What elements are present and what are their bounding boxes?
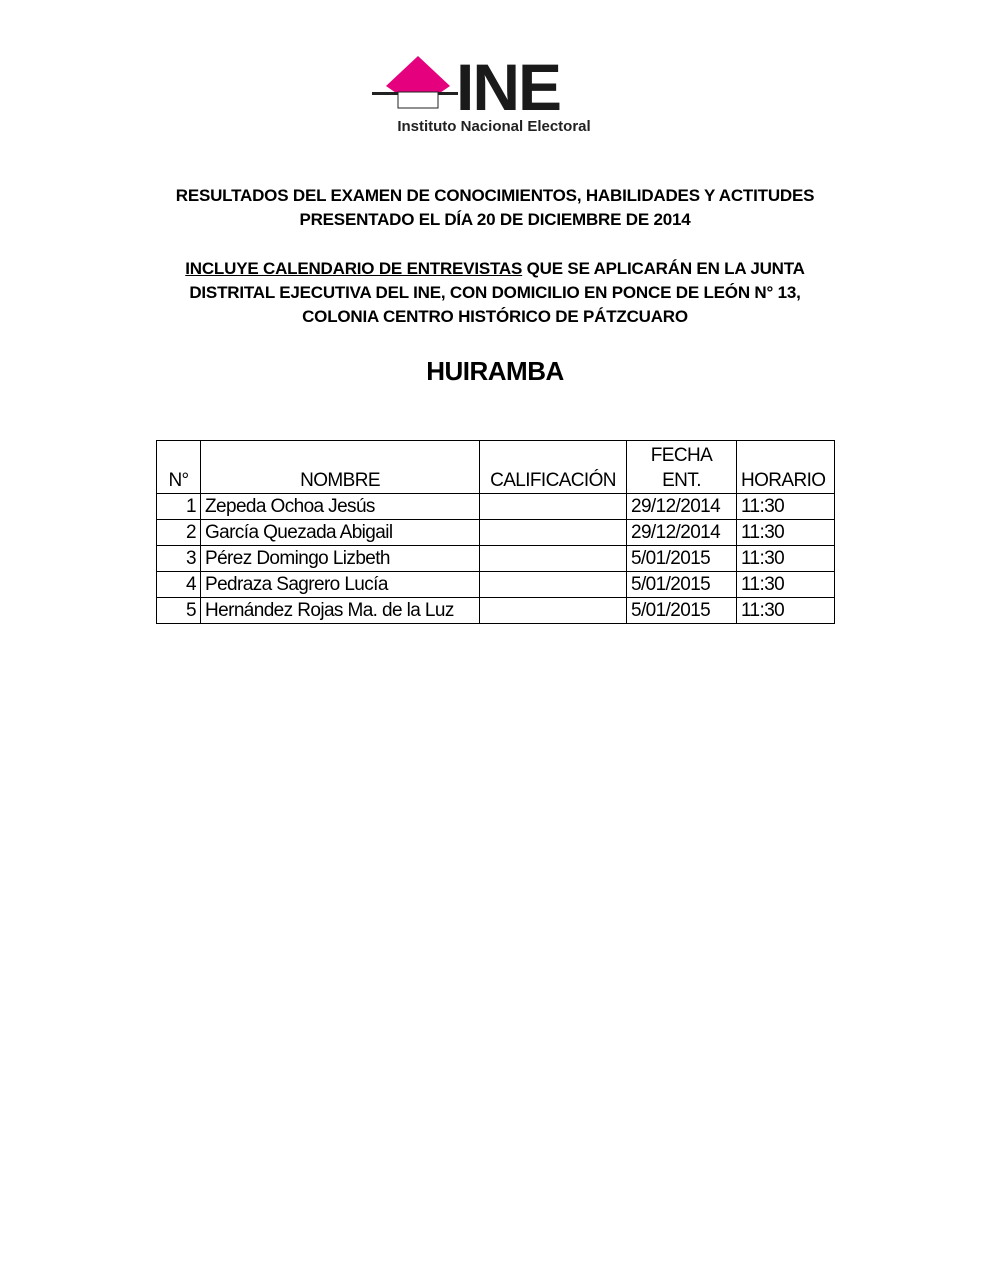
row-date: 29/12/2014	[627, 494, 737, 520]
row-name: Zepeda Ochoa Jesús	[201, 494, 480, 520]
row-date: 5/01/2015	[627, 572, 737, 598]
row-time: 11:30	[737, 520, 835, 546]
results-heading	[100, 184, 890, 232]
header-name: NOMBRE	[201, 441, 480, 494]
row-num: 3	[157, 546, 201, 572]
header-date-line-2: ENT.	[662, 470, 701, 491]
heading-line-1: RESULTADOS DEL EXAMEN DE CONOCIMIENTOS, HABILIDADES Y ACTITUDES	[175, 186, 815, 205]
row-num: 5	[157, 598, 201, 624]
row-num: 2	[157, 520, 201, 546]
row-time: 11:30	[737, 494, 835, 520]
interview-notice	[100, 257, 890, 329]
ine-wordmark: INE	[456, 52, 561, 116]
heading-line-2: PRESENTADO EL DÍA 20 DE DICIEMBRE DE 2014	[299, 210, 691, 229]
table-row	[157, 546, 835, 572]
row-name: Pérez Domingo Lizbeth	[201, 546, 480, 572]
row-name: Hernández Rojas Ma. de la Luz	[201, 598, 480, 624]
row-time: 11:30	[737, 572, 835, 598]
row-time: 11:30	[737, 598, 835, 624]
notice-line-1-rest: QUE SE APLICARÁN EN LA JUNTA	[522, 259, 805, 278]
row-num: 1	[157, 494, 201, 520]
row-date: 5/01/2015	[627, 598, 737, 624]
header-date-line-1: FECHA	[650, 445, 713, 466]
table-row	[157, 520, 835, 546]
ine-logo-mark	[368, 52, 628, 116]
row-grade	[480, 572, 627, 598]
notice-line-1	[100, 257, 890, 281]
table-row	[157, 598, 835, 624]
ine-subtitle: Instituto Nacional Electoral	[397, 118, 591, 135]
results-table	[156, 440, 835, 624]
place-title: HUIRAMBA	[426, 356, 564, 386]
notice-line-2: DISTRITAL EJECUTIVA DEL INE, CON DOMICILIO EN PONCE DE LEÓN N° 13,	[189, 283, 801, 302]
row-grade	[480, 520, 627, 546]
header-num: N°	[157, 441, 201, 494]
table-row	[157, 572, 835, 598]
header-time: HORARIO	[737, 441, 835, 494]
notice-line-3: COLONIA CENTRO HISTÓRICO DE PÁTZCUARO	[302, 307, 688, 326]
row-date: 29/12/2014	[627, 520, 737, 546]
table-header-row	[157, 441, 835, 494]
row-name: Pedraza Sagrero Lucía	[201, 572, 480, 598]
table-row	[157, 494, 835, 520]
row-name: García Quezada Abigail	[201, 520, 480, 546]
row-num: 4	[157, 572, 201, 598]
ine-logo	[368, 52, 628, 142]
row-grade	[480, 598, 627, 624]
row-grade	[480, 494, 627, 520]
header-grade: CALIFICACIÓN	[480, 441, 627, 494]
row-time: 11:30	[737, 546, 835, 572]
notice-underlined: INCLUYE CALENDARIO DE ENTREVISTAS	[185, 259, 523, 278]
header-date	[627, 441, 737, 494]
row-grade	[480, 546, 627, 572]
row-date: 5/01/2015	[627, 546, 737, 572]
